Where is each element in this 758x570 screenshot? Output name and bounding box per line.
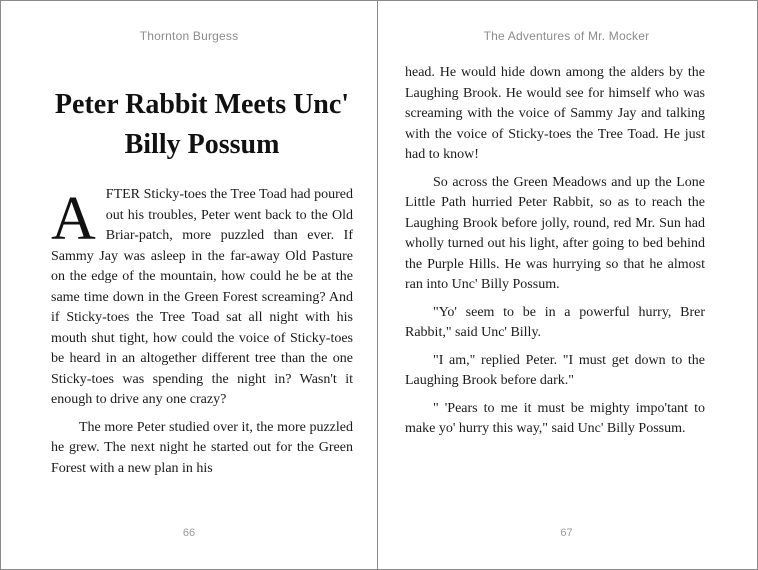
drop-cap: A [51, 185, 96, 253]
paragraph [51, 185, 353, 411]
paragraph: "I am," replied Peter. "I must get down to the Laughing Brook before dark." [405, 352, 705, 388]
right-page-content [405, 63, 705, 440]
page-number: 66 [182, 527, 196, 539]
right-page[interactable] [378, 1, 755, 569]
left-page-content [51, 85, 353, 479]
paragraph: So across the Green Meadows and up the Lone Little Path hurried Peter Rabbit, so as to reach the Laughing Brook before jolly, round, red Mr. Sun had wholly turned out his light, after going to bed behind the Purple Hills. He was hurrying so that he almost ran into Unc' Billy Possum. [405, 174, 705, 292]
paragraph: "Yo' seem to be in a powerful hurry, Brer Rabbit," said Unc' Billy. [405, 304, 705, 340]
page-number: 67 [560, 527, 573, 539]
chapter-title: Peter Rabbit Meets Unc' Billy Possum [54, 89, 350, 160]
book-title-header: The Adventures of Mr. Mocker [483, 29, 650, 43]
author-header: Thornton Burgess [139, 29, 239, 43]
paragraph: The more Peter studied over it, the more puzzled he grew. The next night he started out for the Green Forest with a new plan in his [51, 419, 353, 476]
paragraph: " 'Pears to me it must be mighty impo'tant to make yo' hurry this way," said Unc' Billy Possum. [405, 400, 705, 436]
paragraph-text: FTER Sticky-toes the Tree Toad had poured out his troubles, Peter went back to the Old Briar-patch, more puzzled than ever. If Sammy Jay was asleep in the far-away Old Pasture on the edge of the mountain, how could he be at the same time down in the Green Forest screaming? And if Sticky-toes the Tree Toad sat all night with his mouth shut tight, how could the voice of Sticky-toes be heard in an altogether different tree than the one Sticky-toes was spending the night in? Wasn't it enough to drive any one crazy? [51, 187, 353, 407]
paragraph: head. He would hide down among the alders by the Laughing Brook. He would see for himself who was screaming with the voice of Sammy Jay and talking with the voice of Sticky-toes the Tree Toad. He just had to know! [405, 65, 705, 162]
left-page[interactable] [1, 1, 378, 569]
